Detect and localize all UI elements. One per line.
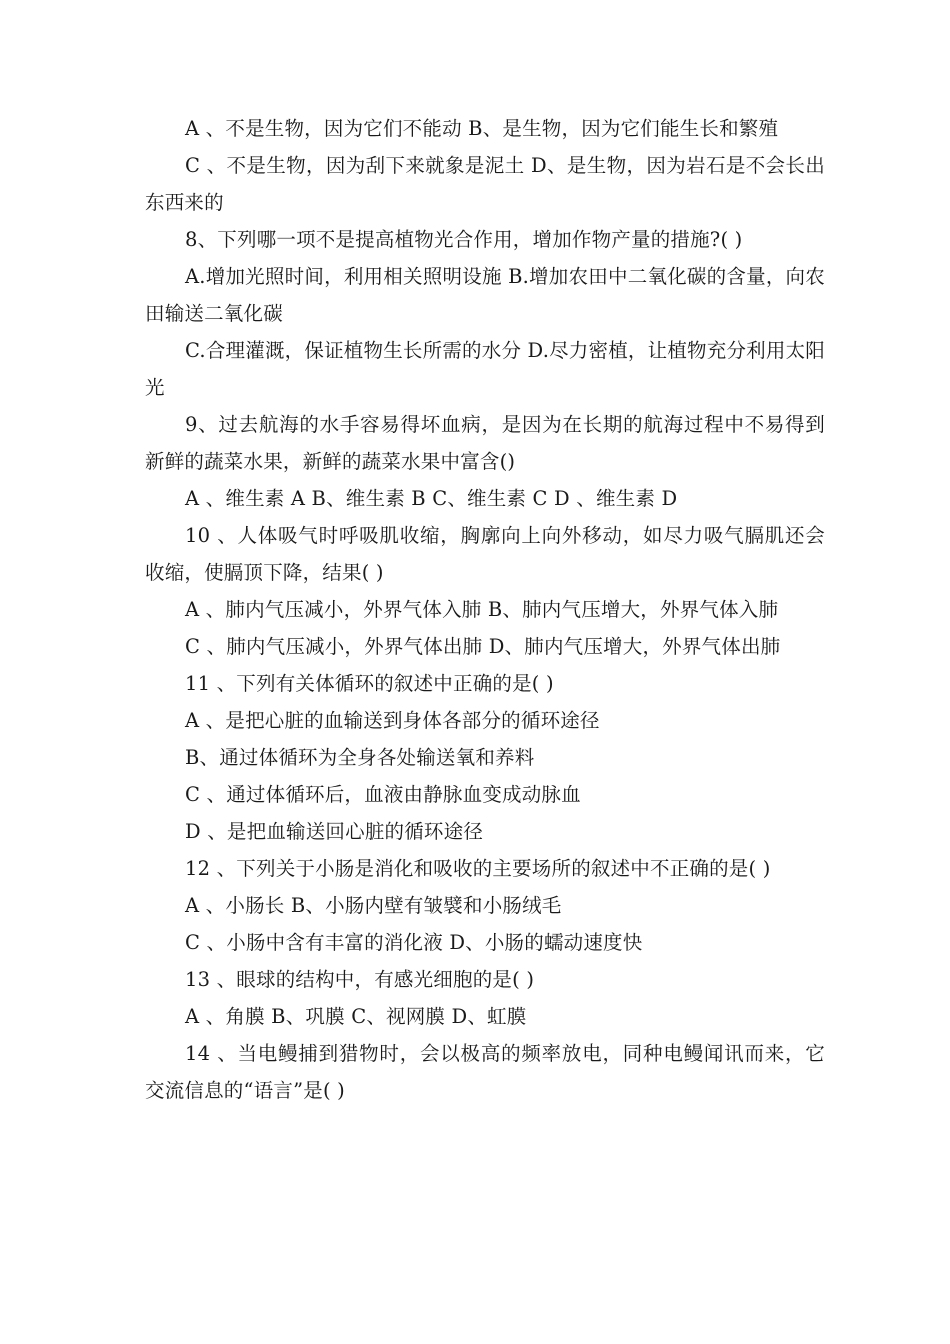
option-line-q9: A 、维生素 A B、维生素 B C、维生素 C D 、维生素 D [185, 487, 678, 510]
option-line-q8-cd: C.合理灌溉，保证植物生长所需的水分 D.尽力密植，让植物充分利用太阳光 [145, 339, 825, 399]
option-line-q13: A 、角膜 B、巩膜 C、视网膜 D、虹膜 [185, 1005, 527, 1028]
option-q11-d: D 、是把血输送回心脏的循环途径 [185, 820, 484, 843]
option-q11-a: A 、是把心脏的血输送到身体各部分的循环途径 [185, 709, 600, 732]
option-line-q12-ab: A 、小肠长 B、小肠内壁有皱襞和小肠绒毛 [185, 894, 562, 917]
option-line-q10-cd: C 、肺内气压减小，外界气体出肺 D、肺内气压增大，外界气体出肺 [185, 635, 781, 658]
question-11: 11 、下列有关体循环的叙述中正确的是( ) [185, 672, 554, 695]
option-line-q7-ab: A 、不是生物，因为它们不能动 B、是生物，因为它们能生长和繁殖 [185, 117, 779, 140]
question-12: 12 、下列关于小肠是消化和吸收的主要场所的叙述中不正确的是( ) [185, 857, 771, 880]
document-body [145, 110, 825, 1109]
option-line-q8-ab: A.增加光照时间，利用相关照明设施 B.增加农田中二氧化碳的含量，向农田输送二氧化碳 [145, 265, 825, 325]
option-line-q7-cd: C 、不是生物，因为刮下来就象是泥土 D、是生物，因为岩石是不会长出东西来的 [145, 154, 825, 214]
question-10: 10 、人体吸气时呼吸肌收缩，胸廓向上向外移动，如尽力吸气膈肌还会收缩，使膈顶下降，结果( ) [145, 524, 825, 584]
question-14: 14 、当电鳗捕到猎物时，会以极高的频率放电，同种电鳗闻讯而来，它交流信息的“语言”是( ) [145, 1042, 825, 1102]
question-13: 13 、眼球的结构中，有感光细胞的是( ) [185, 968, 535, 991]
question-9: 9、过去航海的水手容易得坏血病，是因为在长期的航海过程中不易得到新鲜的蔬菜水果，新鲜的蔬菜水果中富含() [145, 413, 825, 473]
option-line-q12-cd: C 、小肠中含有丰富的消化液 D、小肠的蠕动速度快 [185, 931, 643, 954]
option-line-q10-ab: A 、肺内气压减小，外界气体入肺 B、肺内气压增大，外界气体入肺 [185, 598, 779, 621]
option-q11-b: B、通过体循环为全身各处输送氧和养料 [185, 746, 535, 769]
question-8: 8、下列哪一项不是提高植物光合作用，增加作物产量的措施?( ) [185, 228, 743, 251]
option-q11-c: C 、通过体循环后，血液由静脉血变成动脉血 [185, 783, 581, 806]
